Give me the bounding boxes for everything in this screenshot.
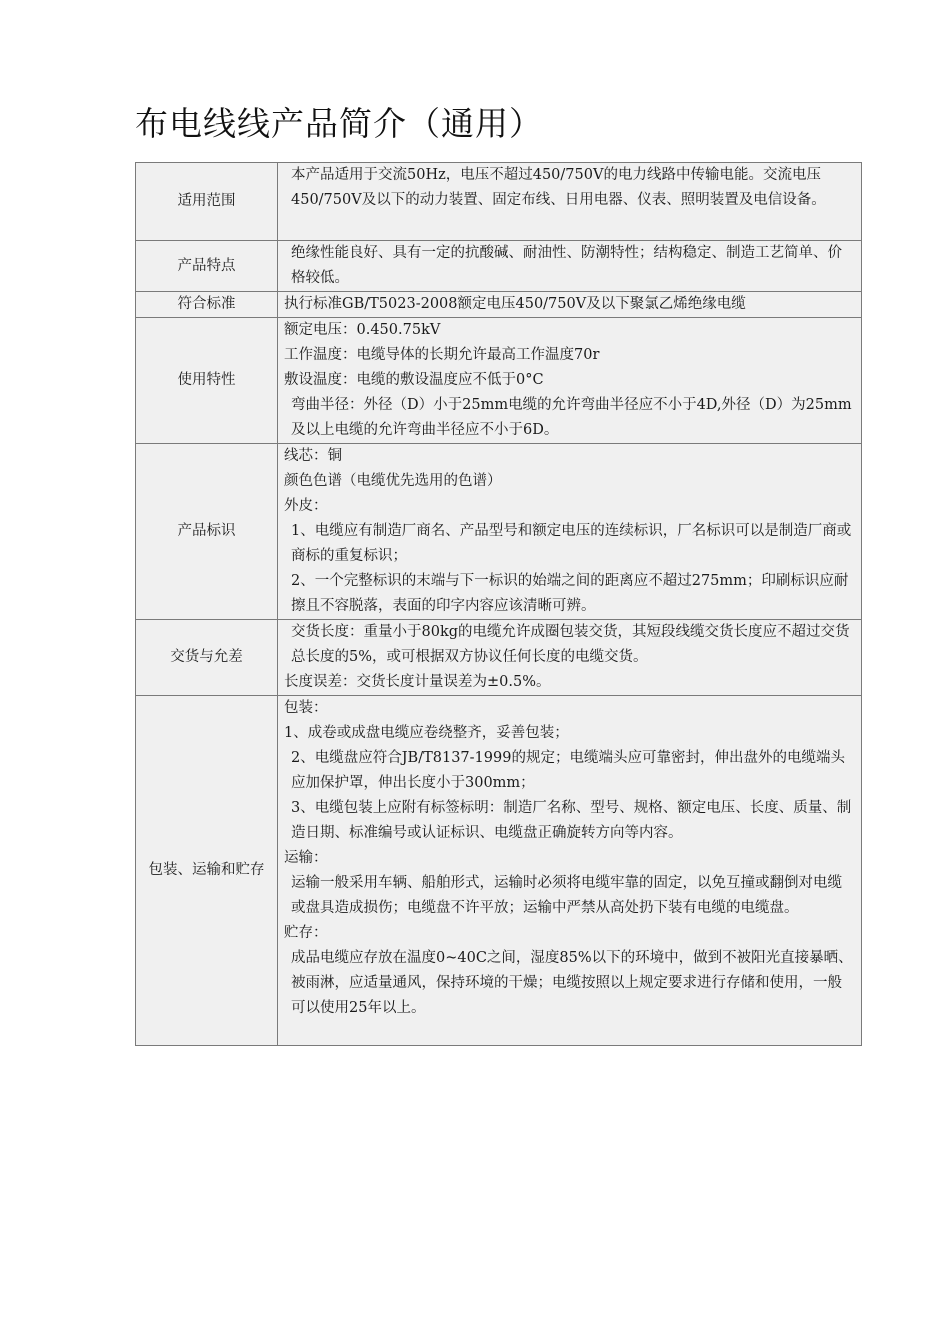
- content-line: 1、成卷或成盘电缆应卷绕整齐，妥善包装；: [284, 725, 569, 741]
- table-row: [136, 292, 862, 318]
- row-label: 交货与允差: [136, 620, 278, 696]
- content-line: 2、一个完整标识的末端与下一标识的始端之间的距离应不超过275mm；印刷标识应耐擦且不容脱落，表面的印字内容应该清晰可辨。: [291, 573, 849, 614]
- table-row: [136, 241, 862, 292]
- row-content: [278, 696, 862, 1046]
- content-line: 贮存：: [284, 925, 328, 941]
- row-content: [278, 620, 862, 696]
- row-label: 适用范围: [136, 163, 278, 241]
- content-line: 长度误差：交货长度计量误差为±0.5%。: [284, 674, 551, 690]
- table-row: [136, 620, 862, 696]
- content-line: 1、电缆应有制造厂商名、产品型号和额定电压的连续标识，厂名标识可以是制造厂商或商标的重复标识；: [291, 523, 852, 564]
- row-label: 使用特性: [136, 318, 278, 444]
- table-row: [136, 696, 862, 1046]
- content-line: 线芯：铜: [284, 448, 342, 464]
- content-line: 运输：: [284, 850, 328, 866]
- table-row: [136, 444, 862, 620]
- content-line: 绝缘性能良好、具有一定的抗酸碱、耐油性、防潮特性；结构稳定、制造工艺简单、价格较低。: [291, 245, 842, 286]
- content-line: 额定电压：0.450.75kV: [284, 322, 441, 338]
- content-line: 3、电缆包装上应附有标签标明：制造厂名称、型号、规格、额定电压、长度、质量、制造日期、标准编号或认证标识、电缆盘正确旋转方向等内容。: [291, 800, 852, 841]
- content-line: 弯曲半径：外径（D）小于25mm电缆的允许弯曲半径应不小于4D,外径（D）为25mm及以上电缆的允许弯曲半径应不小于6D。: [291, 397, 852, 438]
- content-line: 本产品适用于交流50Hz，电压不超过450/750V的电力线路中传输电能。交流电压450/750V及以下的动力装置、固定布线、日用电器、仪表、照明装置及电信设备。: [291, 167, 826, 208]
- content-line: 敷设温度：电缆的敷设温度应不低于0°C: [284, 372, 544, 388]
- row-content: [278, 292, 862, 318]
- content-line: 成品电缆应存放在温度0~40C之间，湿度85%以下的环境中，做到不被阳光直接暴晒、被雨淋，应适量通风，保持环境的干燥；电缆按照以上规定要求进行存储和使用，一般可以使用25年以上。: [291, 950, 853, 1016]
- table-row: [136, 163, 862, 241]
- content-line: 外皮：: [284, 498, 328, 514]
- row-content: [278, 163, 862, 241]
- content-line: 执行标准GB/T5023-2008额定电压450/750V及以下聚氯乙烯绝缘电缆: [284, 296, 746, 312]
- content-line: 颜色色谱（电缆优先选用的色谱）: [284, 473, 502, 489]
- content-line: 2、电缆盘应符合JB/T8137-1999的规定；电缆端头应可靠密封，伸出盘外的电缆端头应加保护罩，伸出长度小于300mm；: [291, 750, 845, 791]
- row-label: 符合标准: [136, 292, 278, 318]
- row-content: [278, 444, 862, 620]
- content-line: 运输一般采用车辆、船舶形式，运输时必须将电缆牢靠的固定，以免互撞或翻倒对电缆或盘具造成损伤；电缆盘不许平放；运输中严禁从高处扔下装有电缆的电缆盘。: [291, 875, 842, 916]
- table-row: [136, 318, 862, 444]
- product-spec-table: [135, 162, 862, 1046]
- page-title: 布电线线产品简介（通用）: [135, 104, 543, 143]
- row-content: [278, 241, 862, 292]
- row-label: 产品标识: [136, 444, 278, 620]
- content-line: 包装：: [284, 700, 328, 716]
- row-label: 产品特点: [136, 241, 278, 292]
- row-label: 包装、运输和贮存: [136, 696, 278, 1046]
- content-line: 交货长度：重量小于80kg的电缆允许成圈包装交货，其短段线缆交货长度应不超过交货总长度的5%，或可根据双方协议任何长度的电缆交货。: [291, 624, 850, 665]
- content-line: 工作温度：电缆导体的长期允许最高工作温度70r: [284, 347, 600, 363]
- row-content: [278, 318, 862, 444]
